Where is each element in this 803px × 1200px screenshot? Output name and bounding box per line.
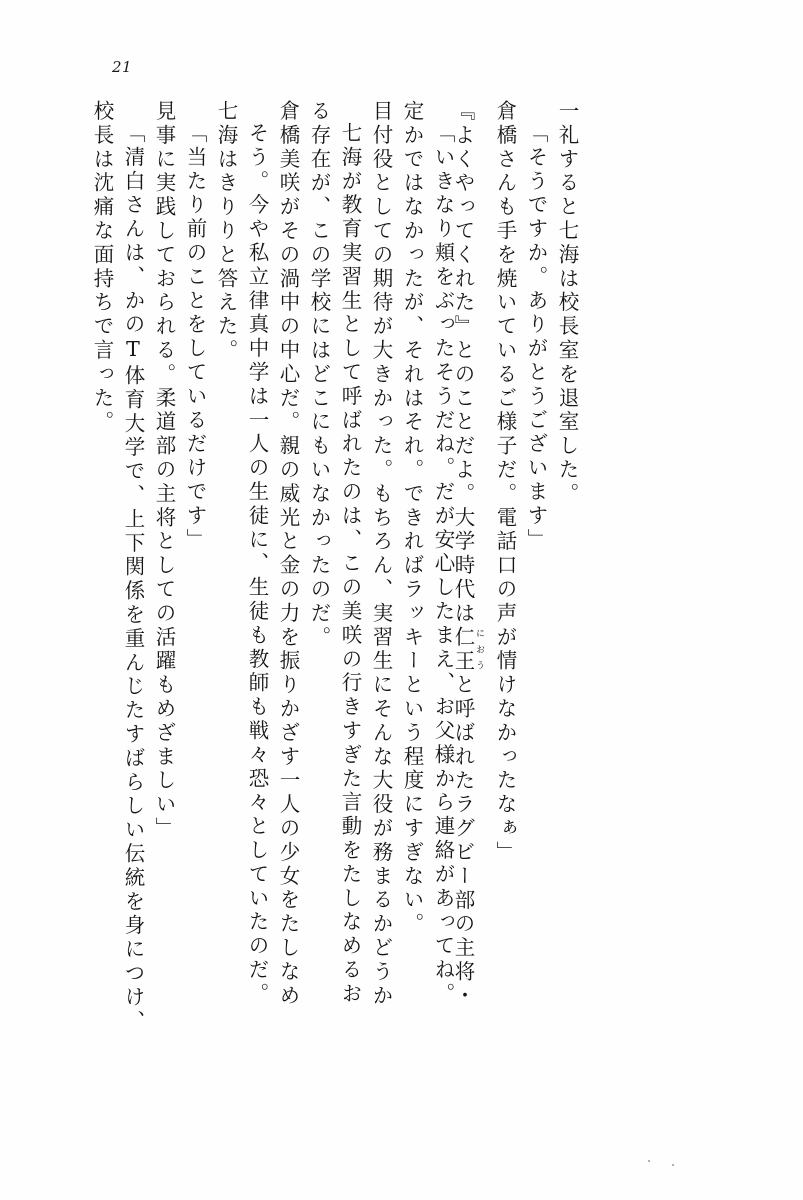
text-line: 倉橋さんも手を焼いているご様子だ。電話口の声が情けなかったなぁ」	[493, 100, 517, 865]
text-line: 校長は沈痛な面持ちで言った。	[90, 100, 114, 435]
text-line: 「いきなり頬をぶったそうだね。だが安心したまえ、お父様から連絡があってね。	[431, 122, 455, 1007]
text-line: そう。今や私立律真中学は一人の生徒に、生徒も教師も戦々恐々としていたのだ。	[245, 122, 269, 1007]
text-line: 見事に実践しておられる。柔道部の主将としての活躍もめざましい」	[152, 100, 176, 841]
page-number: 21	[112, 58, 133, 76]
paper-speck	[648, 1160, 650, 1162]
paper-speck	[672, 1164, 674, 1166]
ruby-line-rest: 『よくやってくれた』とのことだよ。大学時代は仁王 におうと呼ばれたラグビー部の主将・	[451, 100, 484, 1009]
text-line: 一礼すると七海は校長室を退室した。	[555, 100, 579, 507]
text-line: 倉橋美咲がその渦中の中心だ。親の威光と金の力を振りかざす一人の少女をたしなめ	[276, 100, 300, 1009]
text-line: 七海はきりりと答えた。	[214, 100, 238, 363]
text-line: 「そうですか。ありがとうございます」	[524, 122, 548, 553]
text-line: 「当たり前のことをしているだけです」	[183, 122, 207, 553]
text-line: る存在が、この学校にはどこにもいなかったのだ。	[307, 100, 331, 650]
text-line: 定かではなかったが、それはそれ。できればラッキーという程度にすぎない。	[400, 100, 424, 937]
text-line: 七海が教育実習生として呼ばれたのは、この美咲の行きすぎた言動をたしなめるお	[338, 122, 362, 1007]
ruby-annotation: 仁王 におう	[451, 625, 484, 674]
vertical-text-block	[81, 100, 741, 1110]
text-line: 目付役としての期待が大きかった。もちろん、実習生にそんな大役が務まるかどうか	[369, 100, 393, 1009]
text-line-with-ruby	[453, 100, 484, 1110]
text-line: 「清白さんは、かのT体育大学で、上下関係を重んじたすばらしい伝統を身につけ、	[121, 122, 145, 1034]
